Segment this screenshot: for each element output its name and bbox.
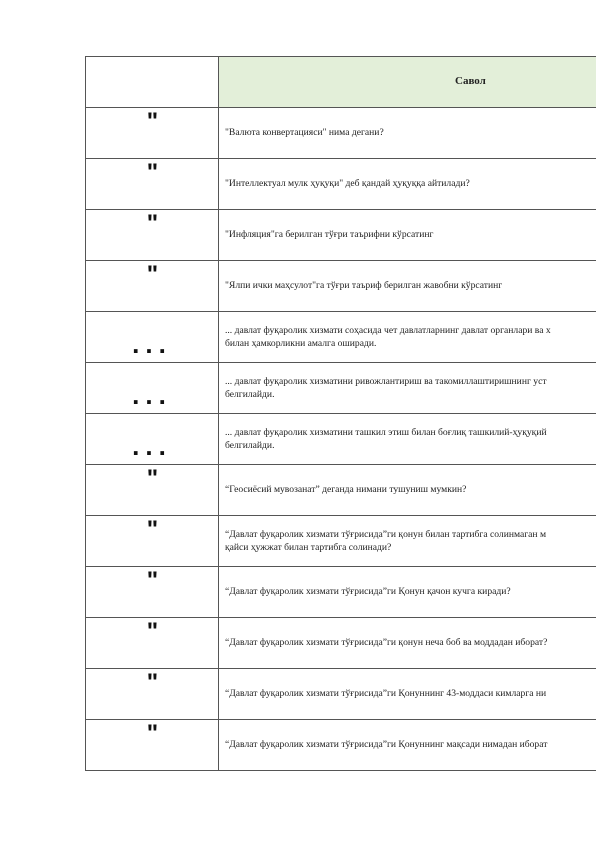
question-text [225,483,466,496]
question-text [225,375,547,401]
question-text-line: “Давлат фуқаролик хизмати тўғрисида”ги қонун неча боб ва моддадан иборат? [225,637,548,648]
row-question-cell [219,516,596,567]
row-marker-cell [86,210,219,261]
question-text-line: "Ялпи ички маҳсулот"га тўғри таъриф берилган жавобни кўрсатинг [225,280,503,291]
row-marker-cell [86,312,219,363]
row-marker-cell [86,567,219,618]
table-row [86,363,596,414]
question-text-line: “Давлат фуқаролик хизмати тўғрисида”ги қонун билан тартибга солинмаган м [225,529,547,540]
row-marker-cell [86,159,219,210]
header-question-cell [219,57,596,108]
question-text [225,279,502,292]
row-marker: ... [132,380,172,410]
table-row [86,312,596,363]
row-marker: " [146,210,158,237]
row-marker-cell [86,618,219,669]
row-marker: " [146,669,158,696]
question-text-line: “Давлат фуқаролик хизмати тўғрисида”ги Қонуннинг мақсади нимадан иборат [225,739,548,750]
question-text-line: “Геосиёсий мувозанат” деганда нимани тушуниш мумкин? [225,484,467,495]
row-marker: " [146,261,158,288]
question-text-line: белгилайди. [225,389,275,400]
row-marker-cell [86,465,219,516]
row-marker: " [146,618,158,645]
question-text [225,636,547,649]
row-question-cell [219,465,596,516]
table-row [86,720,596,771]
question-text [225,426,547,452]
question-text-line: “Давлат фуқаролик хизмати тўғрисида”ги Қонуннинг 43-моддаси кимларга ни [225,688,547,699]
row-marker-cell [86,516,219,567]
table-row [86,261,596,312]
row-question-cell [219,618,596,669]
row-marker: " [146,720,158,747]
question-text-line: ... давлат фуқаролик хизмати соҳасида чет давлатларнинг давлат органлари ва х [225,325,551,336]
row-question-cell [219,363,596,414]
row-marker-cell [86,108,219,159]
question-text-line: "Валюта конвертацияси" нима дегани? [225,127,384,138]
question-text-line: "Интеллектуал мулк ҳуқуқи" деб қандай ҳуқуққа айтилади? [225,178,470,189]
row-marker: ... [132,329,172,359]
row-question-cell [219,261,596,312]
table-row [86,567,596,618]
row-marker: " [146,516,158,543]
row-question-cell [219,210,596,261]
question-text-line: "Инфляция"га берилган тўғри таърифни кўрсатинг [225,229,434,240]
table-row [86,210,596,261]
question-text [225,687,546,700]
question-column-header: Савол [455,75,486,87]
row-marker-cell [86,720,219,771]
row-marker: ... [132,431,172,461]
table-header-row [86,57,596,108]
question-text-line: ... давлат фуқаролик хизматини ривожлантириш ва такомиллаштиришнинг уст [225,376,547,387]
question-text [225,738,547,751]
table-row [86,669,596,720]
row-question-cell [219,669,596,720]
row-question-cell [219,414,596,465]
header-marker-cell [86,57,219,108]
questions-table [85,56,596,771]
row-marker-cell [86,414,219,465]
row-question-cell [219,108,596,159]
row-question-cell [219,159,596,210]
question-text [225,126,384,139]
row-question-cell [219,312,596,363]
question-text-line: қайси ҳужжат билан тартибга солинади? [225,542,392,553]
question-text [225,228,433,241]
table-row [86,618,596,669]
question-text [225,177,470,190]
row-marker-cell [86,363,219,414]
row-marker: " [146,567,158,594]
row-marker: " [146,159,158,186]
row-marker: " [146,465,158,492]
question-text [225,585,511,598]
row-marker: " [146,108,158,135]
row-question-cell [219,720,596,771]
question-text [225,528,546,554]
table-row [86,516,596,567]
table-row [86,159,596,210]
question-text-line: белгилайди. [225,440,275,451]
table-row [86,414,596,465]
table-row [86,465,596,516]
row-marker-cell [86,261,219,312]
question-text [225,324,551,350]
question-text-line: “Давлат фуқаролик хизмати тўғрисида”ги Қонун қачон кучга киради? [225,586,511,597]
row-marker-cell [86,669,219,720]
row-question-cell [219,567,596,618]
question-text-line: билан ҳамкорликни амалга оширади. [225,338,377,349]
question-text-line: ... давлат фуқаролик хизматини ташкил этиш билан боғлиқ ташкилий-ҳуқуқий [225,427,547,438]
table-row [86,108,596,159]
